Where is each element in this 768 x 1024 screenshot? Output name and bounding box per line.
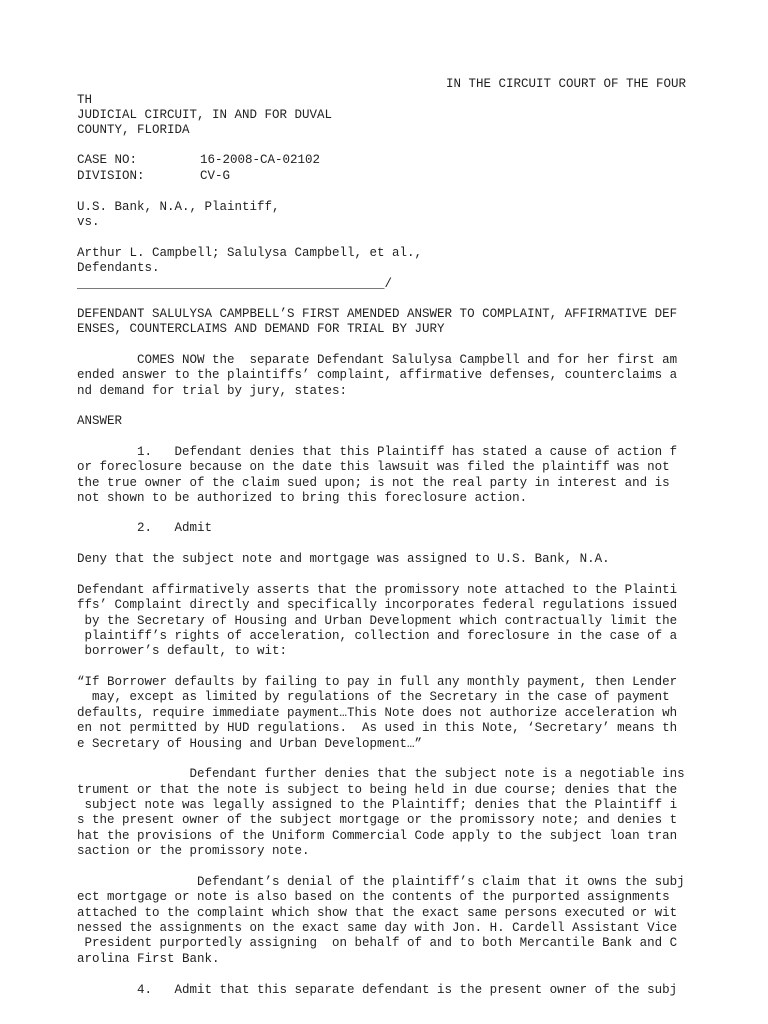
document-title-line: DEFENDANT SALULYSA CAMPBELL’S FIRST AMENDED ANSWER TO COMPLAINT, AFFIRMATIVE DEF [77, 307, 678, 321]
versus-line: vs. [77, 215, 100, 229]
paragraph-1-line: the true owner of the claim sued upon; is not the real party in interest and is [77, 476, 670, 490]
plaintiff-line: U.S. Bank, N.A., Plaintiff, [77, 200, 280, 214]
ownership-denial-line: attached to the complaint which show that the exact same persons executed or wit [77, 906, 678, 920]
division-value: CV-G [200, 169, 231, 183]
paragraph-1-line: or foreclosure because on the date this lawsuit was filed the plaintiff was not [77, 460, 670, 474]
note-quote-line: en not permitted by HUD regulations. As used in this Note, ‘Secretary’ means th [77, 721, 678, 735]
further-denial-line: subject note was legally assigned to the Plaintiff; denies that the Plaintiff i [77, 798, 678, 812]
note-quote-line: “If Borrower defaults by failing to pay in full any monthly payment, then Lender [77, 675, 678, 689]
signature-rule: _________________________________________/ [77, 277, 393, 291]
affirmative-assertion-line: plaintiff’s rights of acceleration, collection and foreclosure in the case of a [77, 629, 678, 643]
intro-paragraph-line: nd demand for trial by jury, states: [77, 384, 348, 398]
further-denial-line: Defendant further denies that the subject note is a negotiable ins [77, 767, 685, 781]
division-label: DIVISION: [77, 169, 145, 183]
ownership-denial-line: Defendant’s denial of the plaintiff’s claim that it owns the subj [77, 875, 685, 889]
affirmative-assertion-line: ffs’ Complaint directly and specifically incorporates federal regulations issued [77, 598, 678, 612]
further-denial-line: hat the provisions of the Uniform Commercial Code apply to the subject loan tran [77, 829, 678, 843]
note-quote-line: e Secretary of Housing and Urban Development…” [77, 737, 423, 751]
document-title-line: ENSES, COUNTERCLAIMS AND DEMAND FOR TRIAL BY JURY [77, 322, 445, 336]
affirmative-assertion-line: by the Secretary of Housing and Urban Development which contractually limit the [77, 614, 678, 628]
paragraph-2: 2. Admit [77, 521, 213, 535]
defendants-line: Arthur L. Campbell; Salulysa Campbell, et al., [77, 246, 423, 260]
further-denial-line: s the present owner of the subject mortgage or the promissory note; and denies t [77, 813, 678, 827]
case-no-value: 16-2008-CA-02102 [200, 153, 321, 167]
ownership-denial-line: arolina First Bank. [77, 952, 220, 966]
paragraph-1-line: not shown to be authorized to bring this foreclosure action. [77, 491, 528, 505]
court-header-line: IN THE CIRCUIT COURT OF THE FOUR [446, 77, 687, 91]
further-denial-line: trument or that the note is subject to being held in due course; denies that the [77, 783, 678, 797]
court-header-line: COUNTY, FLORIDA [77, 123, 190, 137]
court-header-line: JUDICIAL CIRCUIT, IN AND FOR DUVAL [77, 108, 333, 122]
defendants-line: Defendants. [77, 261, 160, 275]
deny-assignment-line: Deny that the subject note and mortgage was assigned to U.S. Bank, N.A. [77, 552, 610, 566]
intro-paragraph-line: COMES NOW the separate Defendant Salulysa Campbell and for her first am [77, 353, 678, 367]
note-quote-line: may, except as limited by regulations of the Secretary in the case of payment [77, 690, 670, 704]
paragraph-4: 4. Admit that this separate defendant is the present owner of the subj [77, 983, 678, 997]
affirmative-assertion-line: borrower’s default, to wit: [77, 644, 288, 658]
ownership-denial-line: President purportedly assigning on behalf of and to both Mercantile Bank and C [77, 936, 678, 950]
court-header-line: TH [77, 93, 93, 107]
intro-paragraph-line: ended answer to the plaintiffs’ complaint, affirmative defenses, counterclaims a [77, 368, 678, 382]
case-no-label: CASE NO: [77, 153, 138, 167]
ownership-denial-line: nessed the assignments on the exact same day with Jon. H. Cardell Assistant Vice [77, 921, 678, 935]
note-quote-line: defaults, require immediate payment…This Note does not authorize acceleration wh [77, 706, 678, 720]
further-denial-line: saction or the promissory note. [77, 844, 310, 858]
ownership-denial-line: ect mortgage or note is also based on the contents of the purported assignments [77, 890, 670, 904]
paragraph-1-line: 1. Defendant denies that this Plaintiff has stated a cause of action f [77, 445, 678, 459]
affirmative-assertion-line: Defendant affirmatively asserts that the promissory note attached to the Plainti [77, 583, 678, 597]
answer-heading: ANSWER [77, 414, 123, 428]
